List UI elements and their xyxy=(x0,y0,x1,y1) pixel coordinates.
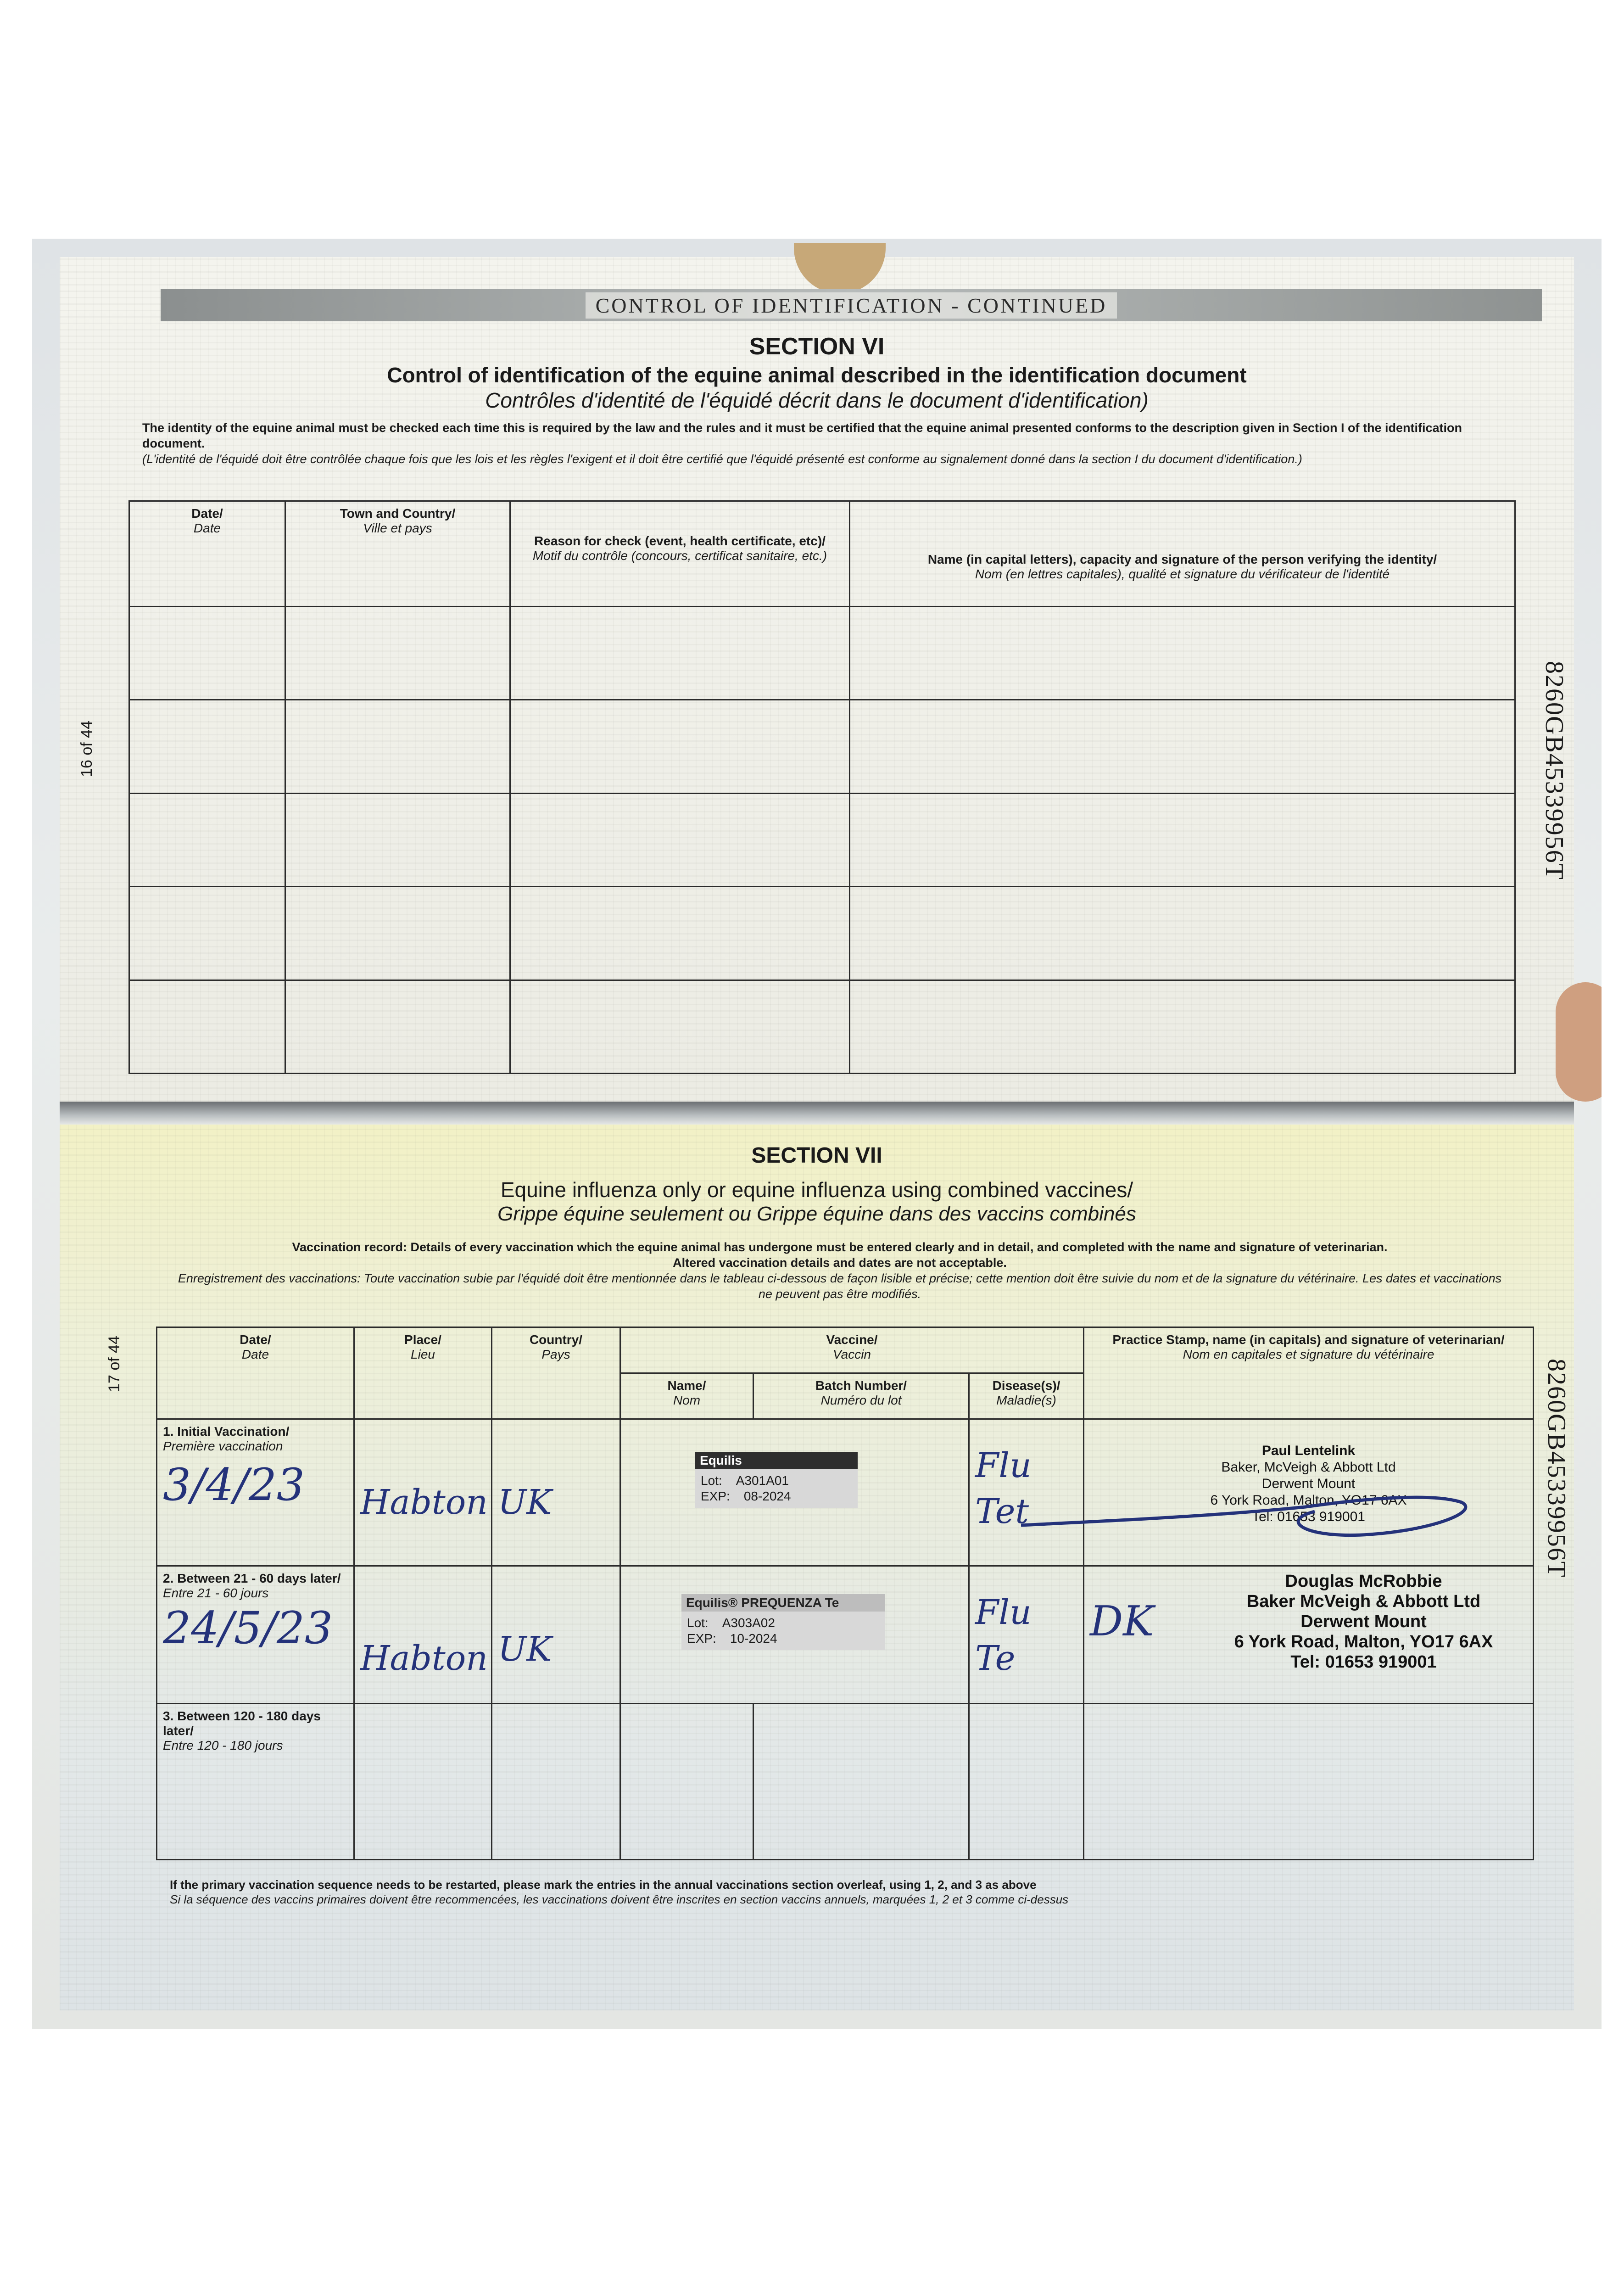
date-handwritten: 3/4/23 xyxy=(163,1459,305,1511)
exp-label: EXP: xyxy=(687,1631,716,1646)
practice-address-2: 6 York Road, Malton, YO17 6AX xyxy=(1234,1632,1493,1651)
cell[interactable] xyxy=(510,793,850,886)
practice-tel: Tel: 01653 919001 xyxy=(1252,1509,1365,1524)
col-place: Place/ Lieu xyxy=(354,1327,492,1419)
section-vi-heading: SECTION VI xyxy=(749,333,885,360)
cell[interactable] xyxy=(285,793,510,886)
place-cell[interactable] xyxy=(354,1419,492,1566)
practice-stamp xyxy=(1200,1571,1527,1672)
passport-id-vertical: 8260GB45339956T xyxy=(1542,1359,1571,1578)
stamp-cell[interactable] xyxy=(1084,1704,1534,1860)
disease-1: Flu xyxy=(975,1593,1032,1632)
row-label-fr: Entre 120 - 180 jours xyxy=(163,1738,283,1752)
cell[interactable] xyxy=(850,980,1515,1073)
section-vii-heading: SECTION VII xyxy=(751,1143,882,1168)
vet-initials: DK xyxy=(1090,1597,1154,1646)
section-vii-title-fr: Grippe équine seulement ou Grippe équine dans des vaccins combinés xyxy=(497,1203,1136,1225)
footnote xyxy=(170,1877,1501,1907)
place-cell[interactable] xyxy=(354,1704,492,1860)
cell[interactable] xyxy=(285,980,510,1073)
identification-check-table xyxy=(128,500,1516,1074)
scanned-passport-spread xyxy=(32,239,1602,2029)
cell[interactable] xyxy=(850,700,1515,793)
section-vi-title-en: Control of identification of the equine animal described in the identification document xyxy=(387,363,1247,387)
page-16 xyxy=(60,257,1574,1102)
intro-en-2: Altered vaccination details and dates are not acceptable. xyxy=(673,1256,1007,1270)
exp-date: 10-2024 xyxy=(730,1631,777,1646)
cell[interactable] xyxy=(510,980,850,1073)
intro-fr: (L'identité de l'équidé doit être contrôlée chaque fois que les lois et les règles l'exigent et il doit être certifié que l'équidé présenté est conforme au signalement donné dans la section I du document d'identification.) xyxy=(142,452,1302,466)
vet-name: Douglas McRobbie xyxy=(1285,1572,1442,1591)
footnote-en: If the primary vaccination sequence needs to be restarted, please mark the entries in the annual vaccinations section overleaf, using 1, 2, and 3 as above xyxy=(170,1878,1037,1892)
table-row xyxy=(129,700,1515,793)
table-row xyxy=(129,793,1515,886)
cell[interactable] xyxy=(850,793,1515,886)
col-reason: Reason for check (event, health certificate, etc)/ Motif du contrôle (concours, certificat sanitaire, etc.) xyxy=(510,501,850,607)
stamp-cell[interactable] xyxy=(1084,1566,1534,1704)
disease-2: Tet xyxy=(975,1492,1029,1531)
intro-fr: Enregistrement des vaccinations: Toute vaccination subie par l'équidé doit être mentionnée dans le tableau ci-dessous de façon lisible et précise; cette mention doit être suivie du nom et de la signature du vétérinaire. Les dates et vaccinations ne peuvent pas être modifiés. xyxy=(178,1271,1502,1301)
practice-address-2: 6 York Road, Malton, YO17 6AX xyxy=(1210,1493,1407,1508)
banner-text: CONTROL OF IDENTIFICATION - CONTINUED xyxy=(586,292,1117,319)
passport-id-vertical: 8260GB45339956T xyxy=(1540,661,1568,880)
stamp-row xyxy=(1090,1571,1527,1672)
lot-number: A303A02 xyxy=(722,1616,775,1630)
vaccine-sticker xyxy=(695,1452,858,1508)
disease-1: Flu xyxy=(975,1446,1032,1485)
row-date-cell[interactable] xyxy=(157,1704,354,1860)
practice-address-1: Derwent Mount xyxy=(1261,1476,1356,1491)
lot-label: Lot: xyxy=(701,1473,722,1488)
vaccine-brand: Equilis xyxy=(695,1452,858,1469)
intro-en: Vaccination record: Details of every vaccination which the equine animal has undergone must be entered clearly and in detail, and completed with the name and signature of veterinarian. xyxy=(292,1240,1388,1254)
vet-name: Paul Lentelink xyxy=(1261,1443,1356,1458)
vaccine-label-cell[interactable] xyxy=(620,1419,969,1566)
row-label-fr: Première vaccination xyxy=(163,1439,283,1453)
page-number: 16 of 44 xyxy=(78,721,95,777)
place-cell[interactable] xyxy=(354,1566,492,1704)
row-label: 2. Between 21 - 60 days later/ xyxy=(163,1571,341,1585)
practice-name: Baker McVeigh & Abbott Ltd xyxy=(1246,1592,1481,1611)
row-date-cell[interactable] xyxy=(157,1419,354,1566)
cell[interactable] xyxy=(129,700,285,793)
exp-label: EXP: xyxy=(701,1489,730,1503)
cell[interactable] xyxy=(850,607,1515,700)
cell[interactable] xyxy=(129,607,285,700)
vaccine-name-cell[interactable] xyxy=(620,1704,753,1860)
col-verifier: Name (in capital letters), capacity and signature of the person verifying the identity/ Nom (en lettres capitales), qualité et signature du vérificateur de l'identité xyxy=(850,501,1515,607)
cell[interactable] xyxy=(129,793,285,886)
section-vii-intro xyxy=(174,1239,1505,1302)
col-batch-number: Batch Number/ Numéro du lot xyxy=(753,1373,969,1419)
section-vi-intro xyxy=(142,420,1519,467)
vaccination-table xyxy=(156,1327,1534,1860)
table-row xyxy=(157,1704,1534,1860)
col-country: Country/ Pays xyxy=(492,1327,620,1419)
country-cell[interactable] xyxy=(492,1419,620,1566)
cell[interactable] xyxy=(850,887,1515,980)
row-label: 1. Initial Vaccination/ xyxy=(163,1424,290,1439)
country-cell[interactable] xyxy=(492,1704,620,1860)
table-row xyxy=(129,980,1515,1073)
cell[interactable] xyxy=(510,700,850,793)
cell[interactable] xyxy=(510,887,850,980)
col-practice-stamp: Practice Stamp, name (in capitals) and signature of veterinarian/ Nom en capitales et signature du vétérinaire xyxy=(1084,1327,1534,1419)
cell[interactable] xyxy=(129,980,285,1073)
book-spine xyxy=(60,1102,1574,1125)
exp-date: 08-2024 xyxy=(743,1489,791,1503)
table-row xyxy=(129,607,1515,700)
practice-stamp xyxy=(1090,1443,1527,1525)
country-handwritten: UK xyxy=(498,1629,552,1669)
country-cell[interactable] xyxy=(492,1566,620,1704)
place-handwritten: Habton xyxy=(360,1639,488,1678)
col-date: Date/ Date xyxy=(129,501,285,607)
page-number: 17 of 44 xyxy=(106,1336,123,1392)
disease-cell[interactable] xyxy=(969,1704,1084,1860)
date-handwritten: 24/5/23 xyxy=(163,1602,333,1654)
row-label: 3. Between 120 - 180 days later/ xyxy=(163,1709,321,1738)
vaccine-brand: Equilis® PREQUENZA Te xyxy=(681,1594,885,1612)
col-diseases: Disease(s)/ Maladie(s) xyxy=(969,1373,1084,1419)
vaccine-label-cell[interactable] xyxy=(620,1566,969,1704)
col-vaccine-name: Name/ Nom xyxy=(620,1373,753,1419)
lot-number: A301A01 xyxy=(736,1473,789,1488)
row-date-cell[interactable] xyxy=(157,1566,354,1704)
lot-label: Lot: xyxy=(687,1616,709,1630)
practice-tel: Tel: 01653 919001 xyxy=(1290,1652,1437,1672)
intro-en: The identity of the equine animal must be checked each time this is required by the law and the rules and it must be certified that the equine animal presented conforms to the description given in Section I of the identification document. xyxy=(142,421,1462,450)
cell[interactable] xyxy=(285,700,510,793)
place-handwritten: Habton xyxy=(360,1483,488,1522)
section-banner xyxy=(161,289,1542,321)
practice-address-1: Derwent Mount xyxy=(1300,1612,1427,1631)
page-17 xyxy=(60,1125,1574,2010)
stamp-cell[interactable] xyxy=(1084,1419,1534,1566)
row-label-fr: Entre 21 - 60 jours xyxy=(163,1586,269,1600)
practice-name: Baker, McVeigh & Abbott Ltd xyxy=(1221,1460,1396,1475)
section-vii-title-en: Equine influenza only or equine influenza using combined vaccines/ xyxy=(500,1178,1133,1202)
cell[interactable] xyxy=(285,887,510,980)
col-town-country: Town and Country/ Ville et pays xyxy=(285,501,510,607)
disease-2: Te xyxy=(975,1639,1016,1678)
holding-thumb xyxy=(1556,982,1602,1102)
disease-cell[interactable] xyxy=(969,1566,1084,1704)
table-row xyxy=(129,887,1515,980)
col-vaccine: Vaccine/ Vaccin xyxy=(620,1327,1084,1373)
vet-signature xyxy=(1021,1470,1480,1544)
col-date: Date/ Date xyxy=(157,1327,354,1419)
batch-cell[interactable] xyxy=(753,1704,969,1860)
table-row xyxy=(157,1419,1534,1566)
table-row xyxy=(157,1566,1534,1704)
passport-tab xyxy=(794,243,886,294)
cell[interactable] xyxy=(129,887,285,980)
country-handwritten: UK xyxy=(498,1483,552,1522)
section-vi-title-fr: Contrôles d'identité de l'équidé décrit dans le document d'identification) xyxy=(485,388,1149,412)
cell[interactable] xyxy=(285,607,510,700)
footnote-fr: Si la séquence des vaccins primaires doivent être recommencées, les vaccinations doivent être inscrites en section vaccins annuels, marquées 1, 2 et 3 comme ci-dessus xyxy=(170,1892,1069,1906)
vaccine-sticker xyxy=(681,1594,885,1650)
cell[interactable] xyxy=(510,607,850,700)
